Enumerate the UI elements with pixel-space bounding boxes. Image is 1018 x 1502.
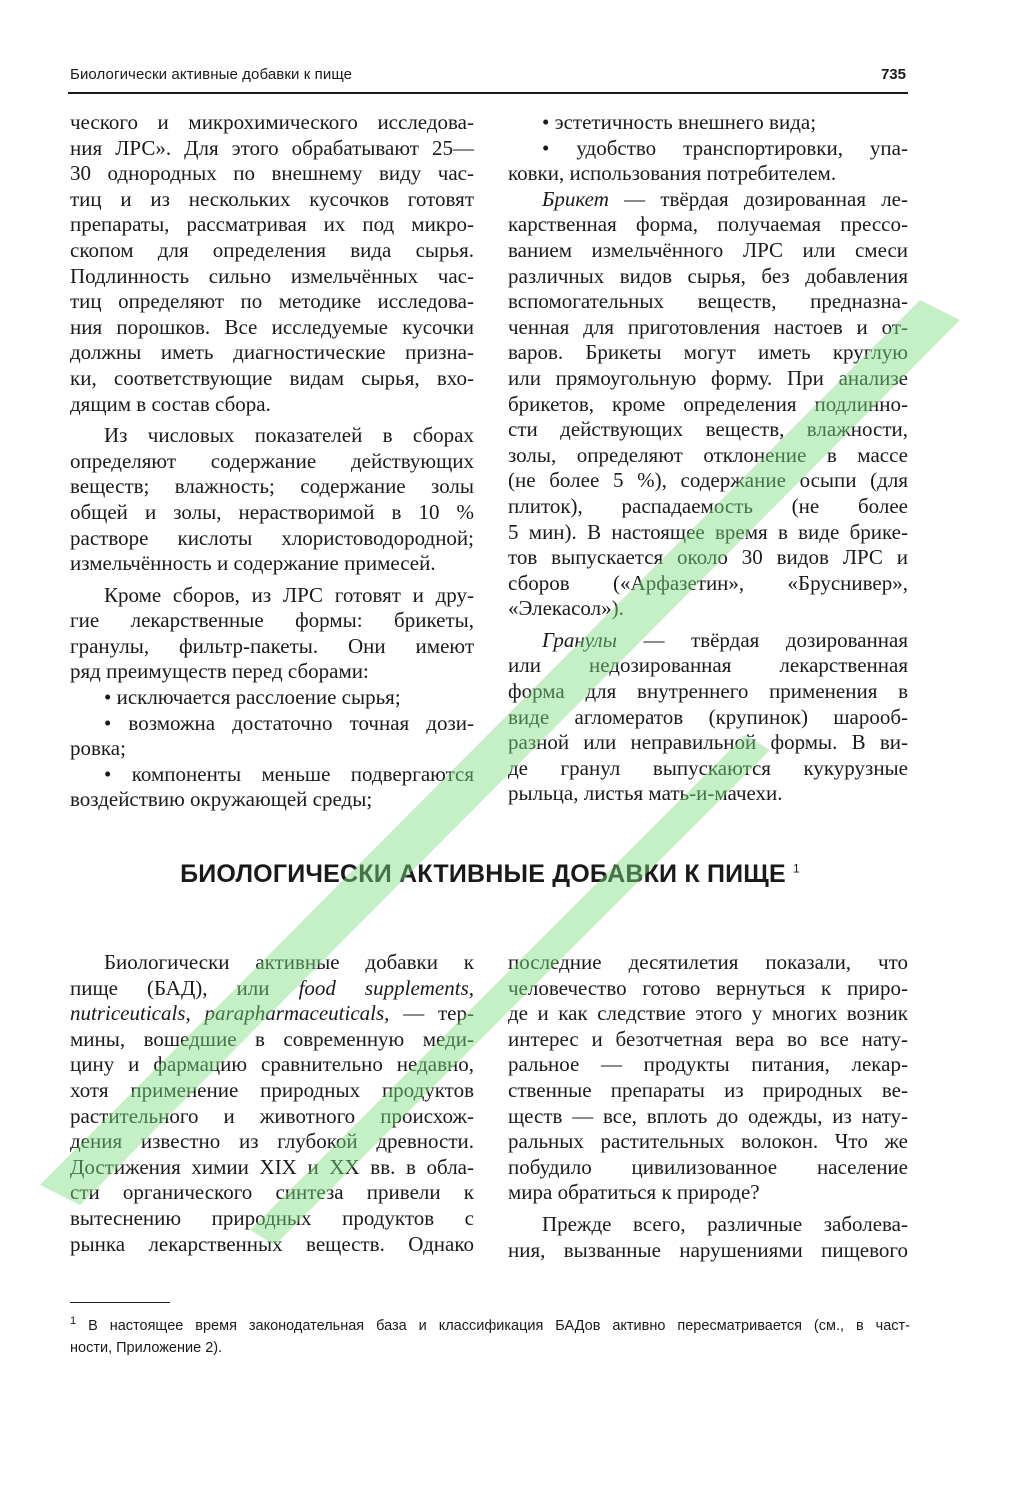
text-line: де и как следствие этого у многих возник [508, 1001, 908, 1026]
text-line: ния ЛРС». Для этого обрабатывают 25— [70, 135, 474, 160]
text-line: различных видов сырья, без добавления [508, 263, 908, 288]
text-line: сборов («Арфазетин», «Бруснивер», [508, 570, 908, 595]
text-line: де гранул выпускаются кукурузные [508, 755, 908, 780]
footnote-mark: 1 [793, 861, 800, 876]
text-line: препараты, рассматривая их под микро- [70, 212, 474, 237]
text-line: вытеснению природных продуктов с [70, 1205, 474, 1230]
text-line: разной или неправильной формы. В ви- [508, 730, 908, 755]
text-line: Достижения химии XIX и XX вв. в обла- [70, 1154, 474, 1179]
text-span: пище (БАД), или [70, 975, 299, 1000]
footnote-number: 1 [70, 1315, 77, 1327]
text-line: ческого и микрохимического исследова- [70, 110, 474, 134]
text-line: интерес и безотчетная вера во все нату- [508, 1026, 908, 1051]
column-top-left [70, 110, 474, 813]
briket-definition [508, 187, 908, 213]
text-line: дения известно из глубокой древности. [70, 1129, 474, 1154]
text-line: человечество готово вернуться к приро- [508, 975, 908, 1000]
text-line: сти действующих веществ, влажности, [508, 417, 908, 442]
text-line: ния порошков. Все исследуемые кусочки [70, 314, 474, 339]
text-line: Кроме сборов, из ЛРС готовят и дру- [104, 582, 474, 607]
text-line: тиц определяют по методике исследова- [70, 289, 474, 314]
footnote [70, 1310, 910, 1359]
text-line: форма для внутреннего применения в [508, 679, 908, 704]
bullet-item: • компоненты меньше подвергаются [104, 761, 474, 786]
text-line: ществ — все, вплоть до одежды, из нату- [508, 1103, 908, 1128]
text-line: ральных растительных волокон. Что же [508, 1129, 908, 1154]
text-line: 30 однородных по внешнему виду час- [70, 161, 474, 186]
bullet-item: • удобство транспортировки, упа- [542, 135, 908, 160]
text-line: ровка; [70, 736, 126, 761]
text-span: — твёрдая дозированная ле- [608, 186, 908, 211]
text-line [70, 976, 474, 1002]
text-line: Прежде всего, различные заболева- [542, 1211, 908, 1236]
bullet-item: • исключается расслоение сырья; [104, 685, 401, 710]
text-line: вспомогательных веществ, предназна- [508, 289, 908, 314]
text-line: «Элекасол»). [508, 596, 624, 621]
granuly-definition [508, 628, 908, 654]
text-line: варов. Брикеты могут иметь круглую [508, 340, 908, 365]
text-line: 5 мин). В настоящее время в виде брике- [508, 519, 908, 544]
bullet-item: • возможна достаточно точная дози- [104, 710, 474, 735]
text-line: гранулы, фильтр-пакеты. Они имеют [70, 633, 474, 658]
text-line: рынка лекарственных веществ. Однако [70, 1231, 474, 1256]
text-line: тиц и из нескольких кусочков готовят [70, 186, 474, 211]
text-line: брикетов, кроме определения подлинно- [508, 391, 908, 416]
text-line: измельчённость и содержание примесей. [70, 551, 436, 576]
text-line: Биологически активные добавки к [104, 950, 474, 974]
text-line: ковки, использования потребителем. [508, 161, 837, 186]
text-line: плиток), распадаемость (не более [508, 493, 908, 518]
text-line: золы, определяют отклонение в массе [508, 442, 908, 467]
term-briket: Брикет [542, 186, 609, 211]
running-header [68, 62, 908, 94]
column-bottom-right [508, 950, 908, 1263]
italic-term: food supplements, [298, 975, 475, 1000]
text-line: хотя применение природных продуктов [70, 1077, 474, 1102]
text-line: побудило цивилизованное население [508, 1154, 908, 1179]
bullet-item: • эстетичность внешнего вида; [542, 110, 817, 134]
footnote-line: ности, Приложение 2). [70, 1339, 223, 1356]
text-line: сти органического синтеза привели к [70, 1180, 474, 1205]
text-line: ченная для приготовления настоев и от- [508, 314, 908, 339]
text-line: скопом для определения вида сырья. [70, 237, 474, 262]
text-line: карственная форма, получаемая прессо- [508, 212, 908, 237]
text-line: растворе кислоты хлористоводородной; [70, 525, 474, 550]
text-line: тов выпускается около 30 видов ЛРС и [508, 545, 908, 570]
text-line: цину и фармацию сравнительно недавно, [70, 1052, 474, 1077]
text-line: гие лекарственные формы: брикеты, [70, 608, 474, 633]
heading-text: БИОЛОГИЧЕСКИ АКТИВНЫЕ ДОБАВКИ К ПИЩЕ [180, 860, 786, 888]
italic-term: nutriceuticals, parapharmaceuticals, [70, 1001, 390, 1026]
text-line: ряд преимуществ перед сборами: [70, 659, 369, 684]
text-line: должны иметь диагностические призна- [70, 340, 474, 365]
text-line: растительного и животного происхож- [70, 1103, 474, 1128]
text-line: Из числовых показателей в сборах [104, 423, 474, 448]
text-line: ственные препараты из природных ве- [508, 1077, 908, 1102]
text-line: виде агломератов (крупинок) шарооб- [508, 704, 908, 729]
text-line: ки, соответствующие видам сырья, вхо- [70, 365, 474, 390]
text-span: В настоящее время законодательная база и классификация БАДов активно пересматривается (см., в част- [76, 1317, 910, 1334]
section-heading [70, 860, 910, 889]
text-line [70, 1001, 474, 1027]
text-line: воздействию окружающей среды; [70, 787, 373, 812]
text-line: Подлинность сильно измельчённых час- [70, 263, 474, 288]
column-bottom-left [70, 950, 474, 1257]
term-granuly: Гранулы [542, 627, 617, 652]
text-span: — тер- [389, 1001, 474, 1026]
running-title: Биологически активные добавки к пище [70, 66, 353, 83]
text-line: или прямоугольную форму. При анализе [508, 365, 908, 390]
text-line: ния, вызванные нарушениями пищевого [508, 1237, 908, 1262]
text-line: ральное — продукты питания, лекар- [508, 1052, 908, 1077]
text-span: — твёрдая дозированная [616, 627, 908, 652]
text-line: (не более 5 %), содержание осыпи (для [508, 468, 908, 493]
footnote-rule [70, 1302, 170, 1303]
text-line: последние десятилетия показали, что [508, 950, 908, 974]
footnote-line [70, 1310, 910, 1337]
text-line: общей и золы, нерастворимой в 10 % [70, 499, 474, 524]
text-line: ванием измельчённого ЛРС или смеси [508, 237, 908, 262]
text-line: рыльца, листья мать-и-мачехи. [508, 781, 783, 806]
column-top-right [508, 110, 908, 807]
text-line: или недозированная лекарственная [508, 653, 908, 678]
text-line: мины, вошедшие в современную меди- [70, 1026, 474, 1051]
text-line: определяют содержание действующих [70, 448, 474, 473]
text-line: веществ; влажность; содержание золы [70, 474, 474, 499]
text-line: мира обратиться к природе? [508, 1180, 760, 1205]
page-number: 735 [880, 66, 906, 83]
text-line: дящим в состав сбора. [70, 391, 271, 416]
